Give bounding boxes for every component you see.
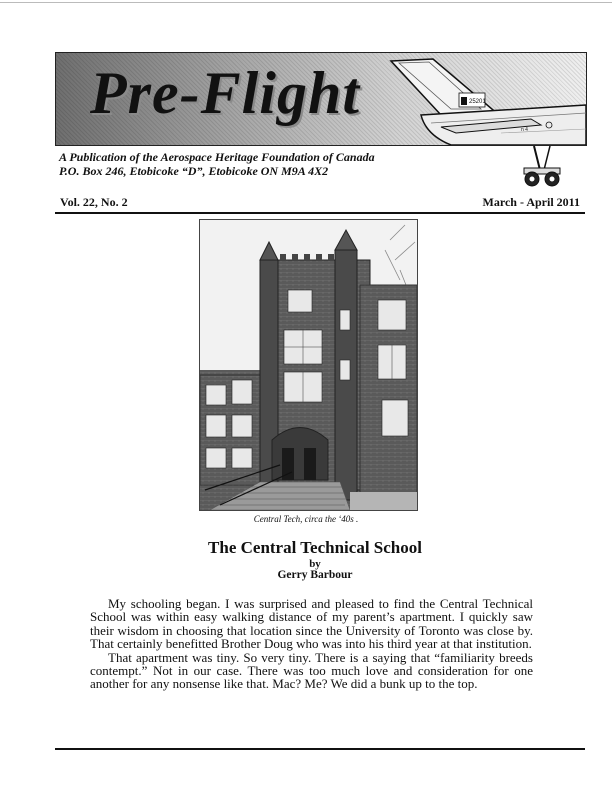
- page-top-rule: [0, 2, 612, 3]
- article-paragraph: My schooling began. I was surprised and pleased to find the Central Technical School was within easy walking distance of my parent’s apartment. I quickly saw their wisdom in choosing that location since the University of Toronto was close by. That certainly benefitted Brother Doug who was into his third year at that institution.: [90, 596, 533, 652]
- publication-line: A Publication of the Aerospace Heritage Foundation of Canada: [59, 150, 375, 164]
- publication-info: [59, 150, 375, 178]
- masthead-banner: [55, 52, 587, 146]
- jet-aircraft-illustration: [381, 53, 586, 145]
- article-author: Gerry Barbour: [277, 569, 353, 581]
- aircraft-serial-text: 25201: [469, 99, 486, 105]
- newsletter-title: Pre-Flight: [90, 60, 361, 126]
- article-body: [90, 597, 533, 691]
- header-divider: [55, 212, 585, 214]
- mailing-address: P.O. Box 246, Etobicoke “D”, Etobicoke ON M9A 4X2: [59, 164, 329, 178]
- landing-gear-illustration: [520, 146, 566, 188]
- issue-date: March - April 2011: [482, 195, 580, 209]
- article-headline: The Central Technical School: [208, 538, 422, 557]
- svg-text:n 4: n 4: [521, 127, 528, 133]
- footer-divider: [55, 748, 585, 750]
- volume-number: Vol. 22, No. 2: [60, 195, 128, 209]
- school-building-photo: [199, 219, 418, 511]
- photo-caption: Central Tech, circa the ‘40s .: [253, 514, 359, 524]
- article-paragraph: That apartment was tiny. So very tiny. There is a saying that “familiarity breeds contempt.” Not in our case. There was too much love and consideration for one another for any nonsense like that. Mac? Me? We did a bunk up to the top.: [90, 649, 533, 692]
- byline-by: by: [309, 558, 321, 570]
